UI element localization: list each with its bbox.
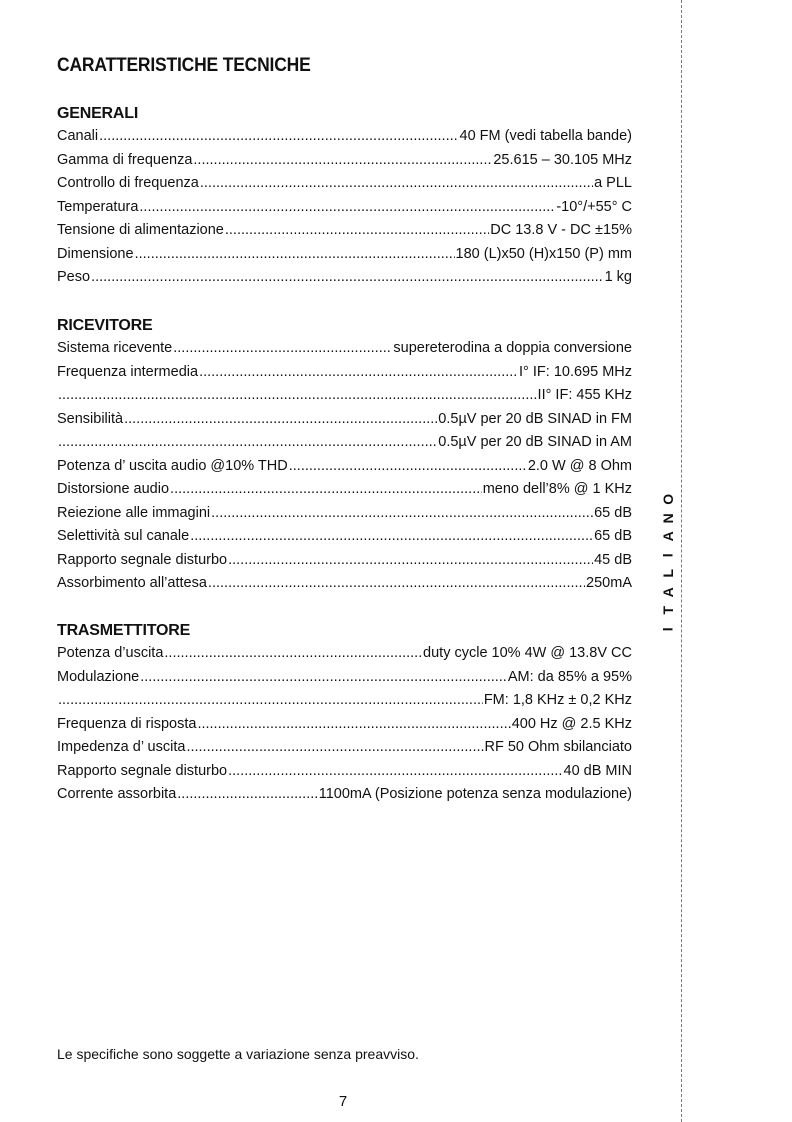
dot-leader: [228, 760, 562, 784]
side-language-label: [656, 490, 680, 638]
spec-row: [57, 455, 632, 479]
dot-leader: [58, 431, 437, 455]
spec-row: [57, 713, 632, 737]
spec-row: [57, 172, 632, 196]
spec-label: Potenza d’uscita: [57, 645, 164, 661]
dot-leader: [139, 196, 555, 220]
dot-leader: [164, 642, 422, 666]
side-label-letter: N: [659, 512, 676, 523]
spec-row: [57, 549, 632, 573]
page-title: CARATTERISTICHE TECNICHE: [57, 55, 311, 76]
dot-leader: [228, 549, 593, 573]
dot-leader: [177, 783, 317, 807]
spec-label: Sistema ricevente: [57, 340, 173, 356]
spec-row: [57, 243, 632, 267]
spec-value: duty cycle 10% 4W @ 13.8V CC: [423, 645, 632, 661]
dot-leader: [190, 525, 593, 549]
dot-leader: [211, 502, 593, 526]
spec-value: 400 Hz @ 2.5 KHz: [511, 715, 632, 732]
spec-row: [57, 266, 632, 290]
spec-row: [57, 384, 632, 408]
side-label-letter: A: [659, 531, 676, 542]
dot-leader: [200, 172, 593, 196]
spec-row: [57, 736, 632, 760]
spec-value: meno dell’8% @ 1 KHz: [482, 481, 632, 497]
spec-label: Rapporto segnale disturbo: [57, 762, 228, 779]
section-heading: TRASMETTITORE: [57, 622, 191, 639]
spec-label: Corrente assorbita: [57, 786, 177, 802]
spec-row: [57, 337, 632, 361]
dot-leader: [140, 666, 507, 690]
dot-leader: [58, 384, 537, 408]
spec-label: Reiezione alle immagini: [57, 504, 211, 521]
spec-list: [57, 642, 632, 807]
spec-row: [57, 642, 632, 666]
spec-label: Assorbimento all’attesa: [57, 575, 207, 591]
dot-leader: [197, 713, 510, 737]
spec-label: Controllo di frequenza: [57, 175, 199, 191]
side-label-letter: I: [659, 626, 676, 631]
spec-row: [57, 760, 632, 784]
dot-leader: [99, 125, 458, 149]
dot-leader: [225, 219, 489, 243]
dot-leader: [170, 478, 482, 502]
dot-leader: [173, 337, 392, 361]
spec-row: [57, 783, 632, 807]
spec-row: [57, 572, 632, 596]
spec-label: Peso: [57, 269, 91, 285]
section-heading: RICEVITORE: [57, 317, 153, 334]
side-label-letter: A: [659, 586, 676, 597]
spec-label: Gamma di frequenza: [57, 151, 193, 168]
spec-row: [57, 478, 632, 502]
spec-row: [57, 361, 632, 385]
spec-row: [57, 431, 632, 455]
spec-row: [57, 525, 632, 549]
spec-label: Selettività sul canale: [57, 528, 190, 544]
dot-leader: [199, 361, 518, 385]
dot-leader: [91, 266, 604, 290]
spec-value: 1100mA (Posizione potenza senza modulazione): [318, 786, 632, 802]
footer-note: Le specifiche sono soggette a variazione senza preavviso.: [57, 1046, 419, 1062]
spec-value: 40 FM (vedi tabella bande): [459, 128, 632, 144]
spec-label: Rapporto segnale disturbo: [57, 551, 228, 568]
spec-value: a PLL: [594, 175, 632, 191]
spec-label: Frequenza di risposta: [57, 715, 197, 732]
spec-value: I° IF: 10.695 MHz: [519, 363, 632, 380]
spec-row: [57, 666, 632, 690]
spec-label: Distorsione audio: [57, 481, 170, 497]
dot-leader: [186, 736, 483, 760]
spec-value: 250mA: [586, 575, 632, 591]
spec-label: Potenza d’ uscita audio @10% THD: [57, 457, 288, 474]
spec-label: Canali: [57, 128, 99, 144]
spec-label: Sensibilità: [57, 410, 124, 427]
dot-leader: [208, 572, 585, 596]
spec-row: [57, 196, 632, 220]
spec-row: [57, 219, 632, 243]
spec-row: [57, 149, 632, 173]
dot-leader: [193, 149, 492, 173]
spec-row: [57, 408, 632, 432]
dot-leader: [135, 243, 455, 267]
section-heading: GENERALI: [57, 105, 139, 122]
spec-value: AM: da 85% a 95%: [507, 668, 632, 685]
spec-value: 0.5µV per 20 dB SINAD in AM: [438, 434, 632, 450]
spec-label: Tensione di alimentazione: [57, 222, 224, 238]
spec-value: 25.615 – 30.105 MHz: [493, 151, 632, 168]
spec-value: II° IF: 455 KHz: [537, 387, 632, 403]
side-label-letter: O: [659, 493, 676, 505]
spec-row: [57, 502, 632, 526]
spec-value: 180 (L)x50 (H)x150 (P) mm: [455, 245, 632, 262]
dot-leader: [58, 689, 483, 713]
spec-value: 40 dB MIN: [563, 762, 632, 779]
side-label-letter: T: [659, 605, 676, 615]
spec-value: 2.0 W @ 8 Ohm: [527, 457, 632, 474]
spec-value: 65 dB: [594, 504, 632, 521]
spec-value: DC 13.8 V - DC ±15%: [490, 222, 632, 238]
spec-value: 1 kg: [604, 269, 632, 285]
spec-row: [57, 689, 632, 713]
cut-line-divider: [681, 0, 682, 1122]
spec-value: 65 dB: [594, 528, 632, 544]
spec-row: [57, 125, 632, 149]
spec-value: RF 50 Ohm sbilanciato: [484, 739, 632, 755]
spec-label: Modulazione: [57, 668, 140, 685]
spec-value: FM: 1,8 KHz ± 0,2 KHz: [483, 692, 632, 708]
section-generali: [57, 103, 632, 290]
spec-value: supereterodina a doppia conversione: [393, 340, 632, 356]
spec-list: [57, 337, 632, 596]
section-trasmettitore: [57, 620, 632, 807]
spec-list: [57, 125, 632, 290]
side-label-letter: I: [659, 552, 676, 557]
page-number: 7: [338, 1093, 348, 1110]
spec-value: 0.5µV per 20 dB SINAD in FM: [438, 410, 632, 427]
section-ricevitore: [57, 315, 632, 596]
spec-label: Impedenza d’ uscita: [57, 739, 186, 755]
dot-leader: [289, 455, 527, 479]
spec-value: 45 dB: [594, 551, 632, 568]
spec-label: Temperatura: [57, 198, 139, 215]
dot-leader: [124, 408, 437, 432]
spec-value: -10°/+55° C: [556, 198, 632, 215]
spec-label: Frequenza intermedia: [57, 363, 199, 380]
side-label-letter: L: [659, 568, 676, 578]
spec-label: Dimensione: [57, 245, 134, 262]
